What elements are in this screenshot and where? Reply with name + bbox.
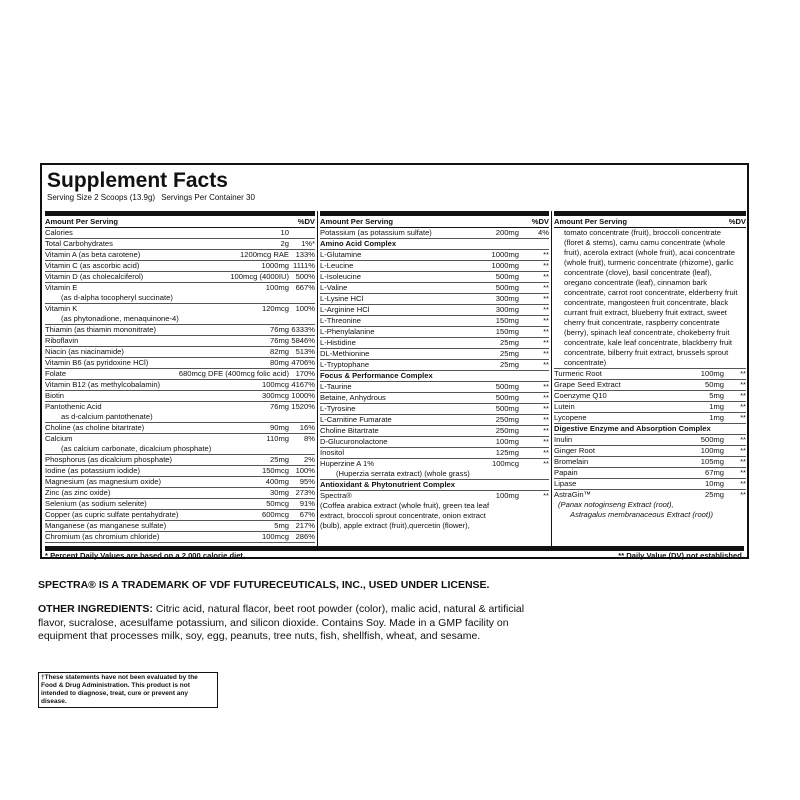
nutrient-name: Total Carbohydrates <box>45 239 113 248</box>
nutrient-row <box>45 391 315 402</box>
nutrient-name: Papain <box>554 468 578 477</box>
nutrient-dv: 1111% <box>293 261 315 270</box>
nutrient-row <box>320 349 549 360</box>
amount-header: Amount Per Serving <box>554 217 627 226</box>
nutrient-name: Turmeric Root <box>554 369 602 378</box>
nutrient-row <box>320 404 549 415</box>
nutrient-amount: 67mg <box>705 468 724 477</box>
nutrient-row <box>320 437 549 448</box>
nutrient-amount: 100mg <box>495 437 519 446</box>
nutrient-row <box>320 426 549 437</box>
nutrient-row <box>45 402 315 412</box>
nutrient-name: Bromelain <box>554 457 589 466</box>
nutrient-dv: ** <box>543 272 549 281</box>
nutrient-name: Selenium (as sodium selenite) <box>45 499 147 508</box>
nutrient-row <box>554 490 746 500</box>
nutrient-dv: 667% <box>295 283 315 292</box>
nutrient-row-group <box>45 283 315 304</box>
serving-info <box>47 193 255 203</box>
nutrient-row <box>45 499 315 510</box>
column-divider <box>317 211 318 546</box>
nutrient-dv: ** <box>543 448 549 457</box>
nutrient-amount: 100mcg (4000IU) <box>230 272 289 281</box>
nutrient-dv: ** <box>543 349 549 358</box>
nutrient-amount: 25mg <box>270 455 289 464</box>
nutrient-dv: ** <box>543 459 549 468</box>
column-header <box>320 216 549 228</box>
amount-header: Amount Per Serving <box>45 217 118 226</box>
nutrient-name: Choline (as choline bitartrate) <box>45 423 145 432</box>
nutrient-row <box>45 336 315 347</box>
nutrient-name: L-Phenylalanine <box>320 327 375 336</box>
nutrient-amount: 680mcg DFE (400mcg folic acid) <box>178 369 289 378</box>
panel-title: Supplement Facts <box>47 169 228 192</box>
nutrient-amount: 82mg <box>270 347 289 356</box>
nutrient-dv: ** <box>740 468 746 477</box>
nutrient-amount: 50mg <box>705 380 724 389</box>
nutrient-name: Vitamin C (as ascorbic acid) <box>45 261 140 270</box>
nutrient-dv: ** <box>543 393 549 402</box>
nutrient-name: L-Taurine <box>320 382 352 391</box>
nutrient-amount: 90mg <box>270 423 289 432</box>
nutrient-amount: 300mg <box>495 305 519 314</box>
nutrient-row <box>554 435 746 446</box>
nutrient-row <box>45 325 315 336</box>
nutrient-name: Vitamin B6 (as pyridoxine HCl) <box>45 358 149 367</box>
nutrient-name: Vitamin E <box>45 283 78 292</box>
nutrient-dv: 8% <box>304 434 315 443</box>
nutrient-dv: 513% <box>295 347 315 356</box>
nutrient-source: (Huperzia serrata extract) (whole grass) <box>336 469 470 478</box>
nutrient-amount: 105mg <box>700 457 724 466</box>
nutrient-name: D-Glucuronolactone <box>320 437 388 446</box>
nutrient-source: (as calcium carbonate, dicalcium phosphate) <box>61 444 212 453</box>
nutrient-amount: 25mg <box>500 338 519 347</box>
nutrient-name: Copper (as cupric sulfate pentahydrate) <box>45 510 179 519</box>
nutrient-name: Phosphorus (as dicalcium phosphate) <box>45 455 173 464</box>
nutrient-row <box>320 261 549 272</box>
dv-header: %DV <box>728 217 746 226</box>
nutrient-dv: 2% <box>304 455 315 464</box>
trademark-notice: SPECTRA® IS A TRADEMARK OF VDF FUTURECEUTICALS, INC., USED UNDER LICENSE. <box>38 579 490 591</box>
nutrient-amount: 400mg <box>265 477 289 486</box>
nutrient-amount: 100mcg <box>261 380 289 389</box>
nutrient-row-group <box>45 402 315 423</box>
nutrient-row <box>554 402 746 413</box>
nutrient-row-group <box>320 459 549 480</box>
nutrient-amount: 500mg <box>495 404 519 413</box>
nutrient-amount: 25mg <box>705 490 724 499</box>
nutrient-row <box>45 521 315 532</box>
nutrient-amount: 1mg <box>709 402 724 411</box>
nutrient-amount: 25mg <box>500 360 519 369</box>
nutrient-dv: ** <box>543 415 549 424</box>
nutrient-name: Chromium (as chromium chloride) <box>45 532 160 541</box>
nutrient-amount: 76mg <box>270 325 289 334</box>
nutrient-column-1 <box>45 211 315 546</box>
nutrient-row-group <box>45 434 315 455</box>
nutrient-name: L-Isoleucine <box>320 272 361 281</box>
nutrient-column-2 <box>320 211 549 546</box>
column-header <box>45 216 315 228</box>
spectra-ingredients-continued: tomato concentrate (fruit), broccoli concentrate (floret & stems), camu camu concentrate (whole fruit), acerola extract (whole fruit), acai concentrate (whole fruit), turmeric concentrate (rhizome), garlic concentrate (clove), basil concentrate (leaf), oregano concentrate (leaf), cinnamon bark concentrate, carrot root concentrate, elderberry fruit concentrate, mangosteen fruit concentrate, black currant fruit extract, blueberry fruit extract, sweet cherry fruit concentrate, raspberry concentrate (berry), spinach leaf concentrate, chokeberry fruit concentrate, kale leaf concentrate, blackberry fruit concentrate, bilberry fruit extract, brussels sprout concentrate) <box>554 228 746 369</box>
nutrient-dv: 100% <box>295 304 315 313</box>
nutrient-row <box>45 488 315 499</box>
nutrient-dv: ** <box>740 369 746 378</box>
nutrient-amount: 100mg <box>265 283 289 292</box>
other-ingredients-label: OTHER INGREDIENTS: <box>38 603 153 615</box>
nutrient-row <box>45 455 315 466</box>
nutrient-row <box>45 283 315 293</box>
nutrient-name: L-Tryptophane <box>320 360 370 369</box>
nutrient-row <box>320 393 549 404</box>
nutrient-amount: 150mcg <box>261 466 289 475</box>
nutrient-dv: ** <box>543 316 549 325</box>
nutrient-name: Potassium (as potassium sulfate) <box>320 228 432 237</box>
column-divider <box>551 211 552 546</box>
nutrient-row <box>320 272 549 283</box>
nutrient-name: L-Leucine <box>320 261 354 270</box>
nutrient-name: L-Threonine <box>320 316 361 325</box>
nutrient-row <box>45 434 315 444</box>
nutrient-name: Zinc (as zinc oxide) <box>45 488 111 497</box>
nutrient-amount: 5mg <box>274 521 289 530</box>
nutrient-amount: 250mg <box>495 426 519 435</box>
nutrient-name: Iodine (as potassium iodide) <box>45 466 140 475</box>
nutrient-dv: 91% <box>299 499 315 508</box>
nutrient-dv: 500% <box>295 272 315 281</box>
nutrient-row <box>320 415 549 426</box>
servings-per-container: Servings Per Container 30 <box>161 193 255 202</box>
nutrient-name: Vitamin A (as beta carotene) <box>45 250 141 259</box>
nutrient-row <box>320 360 549 371</box>
nutrient-dv: ** <box>543 305 549 314</box>
dv-header: %DV <box>531 217 549 226</box>
nutrient-row <box>45 466 315 477</box>
nutrient-name: Thiamin (as thiamin mononitrate) <box>45 325 156 334</box>
nutrient-dv: 4706% <box>291 358 315 367</box>
nutrient-amount: 120mcg <box>261 304 289 313</box>
nutrient-name: Lutein <box>554 402 575 411</box>
nutrient-dv: ** <box>543 360 549 369</box>
nutrient-name: L-Lysine HCl <box>320 294 364 303</box>
nutrient-amount: 300mcg <box>261 391 289 400</box>
nutrient-name: Vitamin D (as cholecalciferol) <box>45 272 144 281</box>
nutrient-row <box>45 477 315 488</box>
nutrient-name: Grape Seed Extract <box>554 380 621 389</box>
dv-header: %DV <box>297 217 315 226</box>
nutrient-name: L-Histidine <box>320 338 356 347</box>
nutrient-name: Manganese (as manganese sulfate) <box>45 521 167 530</box>
nutrient-row <box>554 468 746 479</box>
nutrient-amount: 10 <box>280 228 289 237</box>
nutrient-amount: 10mg <box>705 479 724 488</box>
nutrient-row <box>554 369 746 380</box>
nutrient-dv: ** <box>740 446 746 455</box>
nutrient-dv: ** <box>740 457 746 466</box>
nutrient-row <box>45 250 315 261</box>
nutrient-name: Calories <box>45 228 73 237</box>
nutrient-amount: 500mg <box>495 382 519 391</box>
nutrient-name: DL-Methionine <box>320 349 370 358</box>
nutrient-dv: ** <box>543 491 549 500</box>
nutrient-amount: 250mg <box>495 415 519 424</box>
nutrient-dv: ** <box>543 426 549 435</box>
column-header <box>554 216 746 228</box>
nutrient-name: Folate <box>45 369 67 378</box>
nutrient-row <box>45 261 315 272</box>
nutrient-name: Niacin (as niacinamide) <box>45 347 124 356</box>
nutrient-amount: 300mg <box>495 294 519 303</box>
nutrient-name: L-Arginine HCl <box>320 305 370 314</box>
nutrient-name: Lycopene <box>554 413 587 422</box>
nutrient-dv: ** <box>740 391 746 400</box>
nutrient-amount: 1200mcg RAE <box>240 250 289 259</box>
nutrient-name: AstraGin™ <box>554 490 592 499</box>
nutrient-amount: 76mg <box>270 336 289 345</box>
nutrient-row <box>320 382 549 393</box>
spectra-ingredients: (Coffea arabica extract (whole fruit), green tea leaf extract, broccoli sprout concentrate, onion extract (bulb), apple extract (fruit),quercetin (flower), <box>320 501 490 530</box>
nutrient-dv: 100% <box>295 466 315 475</box>
section-title-amino: Amino Acid Complex <box>320 239 549 250</box>
nutrient-dv: ** <box>543 382 549 391</box>
nutrient-amount: 5mg <box>709 391 724 400</box>
nutrient-amount: 110mg <box>266 434 289 443</box>
nutrient-name: Spectra® <box>320 491 352 500</box>
nutrient-name: L-Glutamine <box>320 250 362 259</box>
nutrient-row <box>320 250 549 261</box>
other-ingredients-text: Citric acid, natural flacor, beet root powder (color), malic acid, natural & artificial flavor, sucralose, acesulfame potassium, and silicon dioxide. Contains Soy. Made in a GMP facility on equipment that processes milk, soy, egg, peanuts, tree nuts, fish, shellfish, wheat, and sesame. <box>38 603 525 642</box>
footnote-percent-dv: * Percent Daily Values are based on a 2,000 calorie diet. <box>45 551 246 560</box>
section-title-focus: Focus & Performance Complex <box>320 371 549 382</box>
nutrient-row <box>554 446 746 457</box>
nutrient-dv: ** <box>740 380 746 389</box>
nutrient-row <box>554 391 746 402</box>
nutrient-row <box>45 347 315 358</box>
nutrient-dv: 5846% <box>291 336 315 345</box>
nutrient-source: as d-calcium pantothenate) <box>61 412 153 421</box>
nutrient-row <box>45 532 315 543</box>
nutrient-dv: ** <box>543 294 549 303</box>
nutrient-name: Ginger Root <box>554 446 595 455</box>
nutrient-name: Huperzine A 1% <box>320 459 375 468</box>
nutrient-dv: 170% <box>295 369 315 378</box>
nutrient-dv: 286% <box>295 532 315 541</box>
nutrient-amount: 100mg <box>700 446 724 455</box>
nutrient-row <box>45 369 315 380</box>
nutrient-dv: 6333% <box>291 325 315 334</box>
nutrient-amount: 100mcg <box>261 532 289 541</box>
nutrient-dv: 133% <box>295 250 315 259</box>
nutrient-dv: ** <box>740 435 746 444</box>
nutrient-amount: 2g <box>280 239 289 248</box>
nutrient-row <box>320 294 549 305</box>
nutrient-dv: ** <box>740 479 746 488</box>
nutrient-row <box>320 283 549 294</box>
footnote-dv-not-established: ** Daily Value (DV) not established. <box>618 551 744 560</box>
nutrient-row <box>320 305 549 316</box>
nutrient-row <box>45 228 315 239</box>
nutrient-dv: 67% <box>299 510 315 519</box>
nutrient-dv: ** <box>543 327 549 336</box>
nutrient-amount: 1000mg <box>491 250 519 259</box>
nutrient-dv: ** <box>543 283 549 292</box>
nutrient-name: L-Carnitine Fumarate <box>320 415 392 424</box>
nutrient-dv: ** <box>543 261 549 270</box>
nutrient-row <box>45 272 315 283</box>
nutrient-row <box>554 457 746 468</box>
nutrient-column-3 <box>554 211 746 546</box>
nutrient-name: Betaine, Anhydrous <box>320 393 386 402</box>
nutrient-amount: 30mg <box>270 488 289 497</box>
nutrient-row <box>320 327 549 338</box>
section-title-antioxidant: Antioxidant & Phytonutrient Complex <box>320 480 549 491</box>
section-title-enzyme: Digestive Enzyme and Absorption Complex <box>554 424 746 435</box>
nutrient-amount: 500mg <box>495 283 519 292</box>
other-ingredients <box>38 603 538 644</box>
nutrient-row <box>45 380 315 391</box>
nutrient-dv: 273% <box>295 488 315 497</box>
nutrient-dv: ** <box>543 404 549 413</box>
nutrient-source: (as phytonadione, menaquinone-4) <box>61 314 179 323</box>
nutrient-dv: ** <box>543 250 549 259</box>
nutrient-row <box>554 380 746 391</box>
nutrient-dv: 4167% <box>291 380 315 389</box>
nutrient-amount: 1mg <box>709 413 724 422</box>
nutrient-name: Lipase <box>554 479 577 488</box>
nutrient-name: Biotin <box>45 391 64 400</box>
nutrient-name: Inulin <box>554 435 573 444</box>
nutrient-amount: 25mg <box>500 349 519 358</box>
nutrient-row <box>45 304 315 314</box>
nutrient-name: Calcium <box>45 434 73 443</box>
nutrient-amount: 125mg <box>495 448 519 457</box>
nutrient-name: Magnesium (as magnesium oxide) <box>45 477 162 486</box>
nutrient-amount: 600mcg <box>261 510 289 519</box>
nutrient-dv: ** <box>543 338 549 347</box>
nutrient-name: L-Tyrosine <box>320 404 356 413</box>
nutrient-row <box>320 459 549 469</box>
nutrient-dv <box>289 228 315 238</box>
nutrient-name: Pantothenic Acid <box>45 402 102 411</box>
nutrient-amount: 150mg <box>495 327 519 336</box>
nutrient-amount: 80mg <box>270 358 289 367</box>
nutrient-row <box>554 479 746 490</box>
nutrient-dv: ** <box>740 413 746 422</box>
nutrient-row <box>320 316 549 327</box>
nutrient-amount: 500mg <box>700 435 724 444</box>
nutrient-dv: ** <box>740 402 746 411</box>
nutrient-amount: 1000mg <box>261 261 289 270</box>
nutrient-name: L-Valine <box>320 283 348 292</box>
nutrient-amount: 150mg <box>495 316 519 325</box>
nutrient-row-group <box>45 304 315 325</box>
nutrient-dv: ** <box>740 490 746 499</box>
nutrient-amount: 500mg <box>495 272 519 281</box>
nutrient-row <box>45 423 315 434</box>
nutrient-name: Vitamin K <box>45 304 78 313</box>
nutrient-row <box>45 510 315 521</box>
nutrient-source: (as d-alpha tocopheryl succinate) <box>61 293 173 302</box>
nutrient-row <box>320 338 549 349</box>
astragin-source: Astragalus membranaceous Extract (root)) <box>570 510 714 519</box>
footnotes <box>45 546 744 561</box>
nutrient-amount: 100mg <box>700 369 724 378</box>
nutrient-row <box>45 358 315 369</box>
nutrient-name: Coenzyme Q10 <box>554 391 607 400</box>
nutrient-amount: 50mcg <box>266 499 289 508</box>
supplement-facts-panel <box>40 163 749 559</box>
nutrient-amount: 100mg <box>495 491 519 500</box>
nutrient-dv: 1000% <box>291 391 315 400</box>
nutrient-row <box>320 228 549 239</box>
nutrient-name: Vitamin B12 (as methylcobalamin) <box>45 380 161 389</box>
nutrient-dv: 1520% <box>291 402 315 411</box>
nutrient-amount: 500mg <box>495 393 519 402</box>
nutrient-name: Riboflavin <box>45 336 79 345</box>
nutrient-name: Inositol <box>320 448 345 457</box>
nutrient-dv: 16% <box>299 423 315 432</box>
nutrient-amount: 200mg <box>495 228 519 237</box>
astragin-source: (Panax notoginseng Extract (root), <box>558 500 674 509</box>
nutrient-amount: 100mcg <box>491 459 519 468</box>
nutrient-dv: 4% <box>538 228 549 237</box>
nutrient-row <box>45 239 315 250</box>
nutrient-amount: 1000mg <box>491 261 519 270</box>
nutrient-amount: 76mg <box>270 402 289 411</box>
amount-header: Amount Per Serving <box>320 217 393 226</box>
nutrient-name: Choline Bitartrate <box>320 426 379 435</box>
nutrient-dv: 217% <box>295 521 315 530</box>
nutrient-dv: ** <box>543 437 549 446</box>
serving-size: Serving Size 2 Scoops (13.9g) <box>47 193 156 202</box>
nutrient-dv: 1%* <box>301 239 315 248</box>
nutrient-row <box>320 491 549 501</box>
nutrient-row <box>554 413 746 424</box>
fda-disclaimer: †These statements have not been evaluated by the Food & Drug Administration. This product is not intended to diagnose, treat, cure or prevent any disease. <box>38 672 218 708</box>
nutrient-row <box>320 448 549 459</box>
nutrient-dv: 95% <box>299 477 315 486</box>
